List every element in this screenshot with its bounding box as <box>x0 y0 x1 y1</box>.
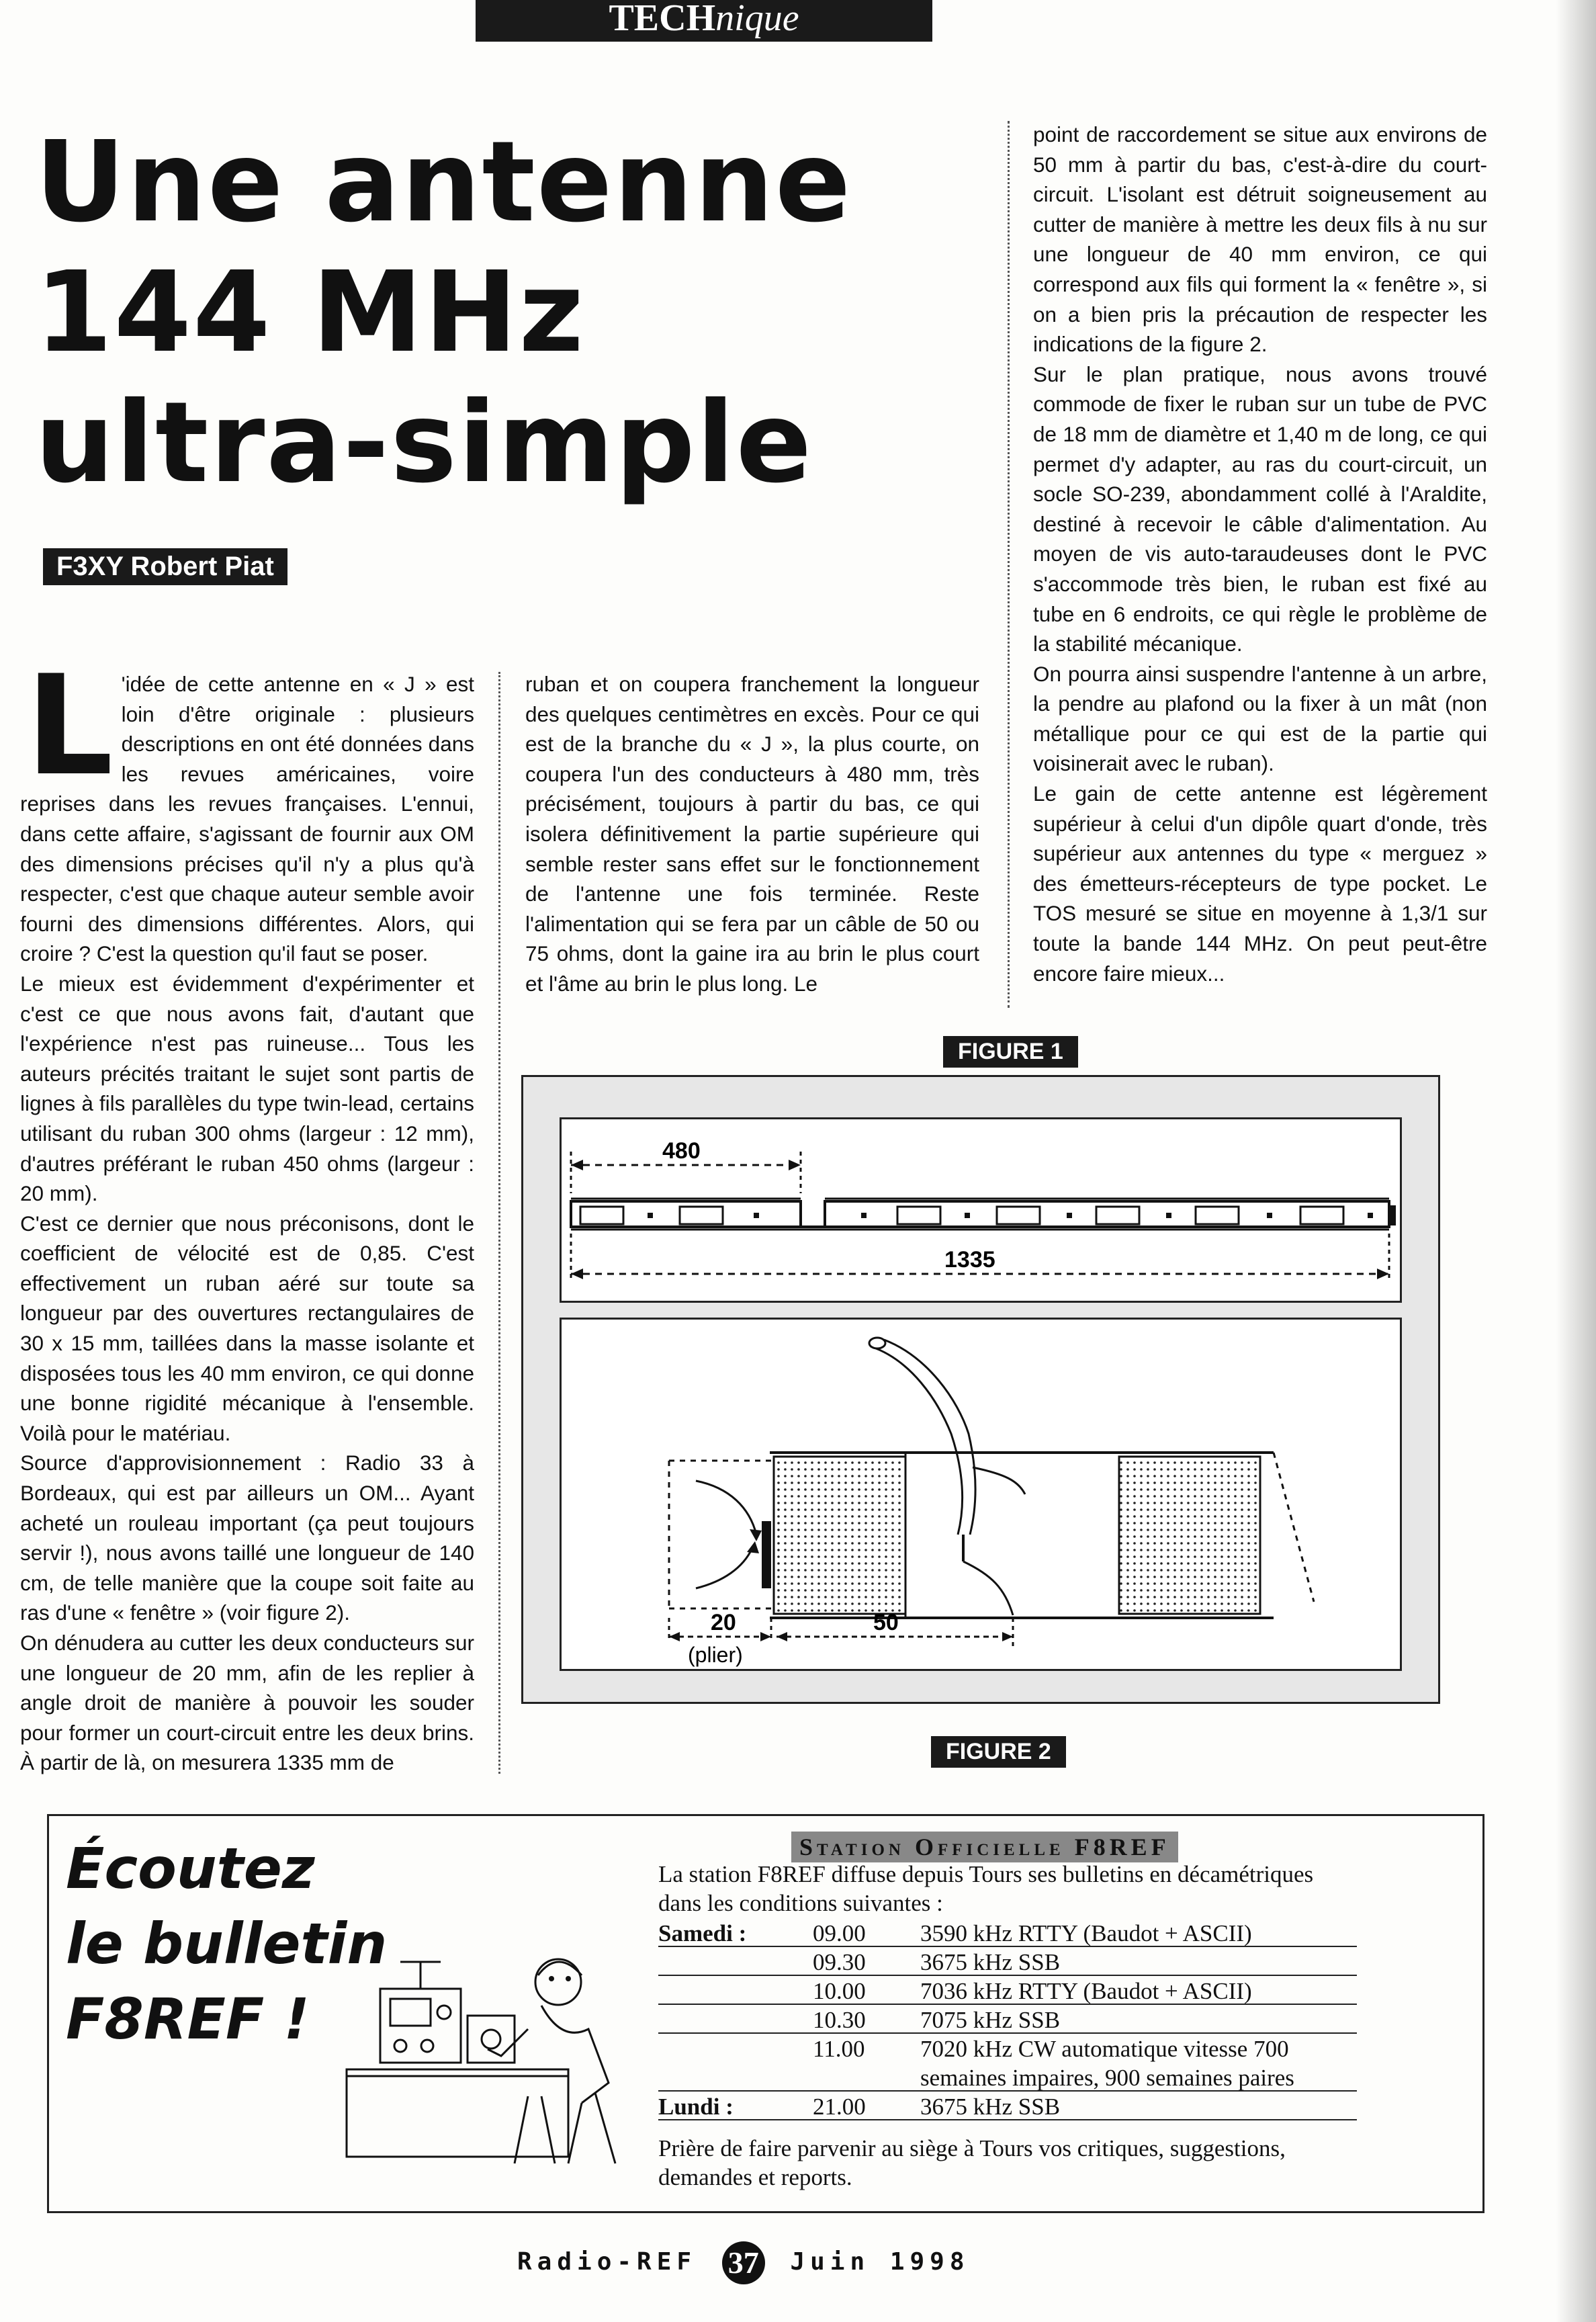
schedule-time: 09.30 <box>813 1949 866 1975</box>
section-banner <box>476 0 932 42</box>
schedule-time: 10.00 <box>813 1978 866 2004</box>
paragraph: 'idée de cette antenne en « J » est loin d'être originale : plusieurs descriptions en ont été données dans les revues américaines, voire reprises dans les revues françaises. L'ennui, dans cette affaire, s'agissant de fournir aux OM des dimensions précises qu'il n'y a plus qu'à respecter, c'est que chaque auteur semble avoir fourni des dimensions différentes. Alors, qui croire ? C'est la question qu'il faut se poser. <box>20 672 474 966</box>
title-line-1: Une antenne <box>35 118 852 247</box>
article-column-2 <box>525 669 979 999</box>
column-divider-1 <box>498 672 500 1774</box>
bulletin-closing <box>658 2134 1411 2192</box>
schedule-rule <box>658 2004 1357 2005</box>
figure-2-drawing <box>562 1320 1400 1669</box>
ad-headline-line: F8REF ! <box>66 1986 310 2052</box>
schedule-time: 09.00 <box>813 1920 866 1946</box>
schedule-info: 7036 kHz RTTY (Baudot + ASCII) <box>920 1978 1252 2004</box>
article-column-3 <box>1033 120 1487 988</box>
paragraph: On dénudera au cutter les deux conducteurs sur une longueur de 20 mm, afin de les replier à angle droit de manière à pouvoir les souder pour former un court-circuit entre les deux brins. À partir de là, on mesurera 1335 mm de <box>20 1631 474 1775</box>
article-column-1 <box>20 646 474 1778</box>
schedule-row <box>658 2063 1364 2092</box>
radio-operator-illustration <box>326 1948 642 2177</box>
schedule-info: 3675 kHz SSB <box>920 1949 1061 1975</box>
paragraph: On pourra ainsi suspendre l'antenne à un arbre, la pendre au plafond ou la fixer à un mât (non métallique pour ce qui est de la partie qui voisinerait avec le ruban). <box>1033 661 1487 776</box>
schedule-info: 3590 kHz RTTY (Baudot + ASCII) <box>920 1920 1252 1946</box>
section-nique: nique <box>715 0 799 39</box>
schedule-time: 11.00 <box>813 2036 865 2062</box>
bulletin-schedule <box>658 1919 1411 2134</box>
dim-480: 480 <box>662 1138 701 1164</box>
footer-date: Juin 1998 <box>790 2248 970 2276</box>
drop-cap: L <box>26 646 114 806</box>
schedule-time: 10.30 <box>813 2007 866 2033</box>
schedule-info: 7075 kHz SSB <box>920 2007 1061 2033</box>
figure-1-drawing <box>562 1119 1400 1301</box>
intro-line: dans les conditions suivantes : <box>658 1890 943 1916</box>
title-line-2: 144 MHz <box>35 248 586 378</box>
dim-1335: 1335 <box>944 1247 995 1273</box>
section-tech: TECH <box>609 0 716 39</box>
dim-20-note: (plier) <box>688 1643 743 1667</box>
figure-1-diagram <box>560 1117 1402 1303</box>
schedule-info: semaines impaires, 900 semaines paires <box>920 2065 1294 2091</box>
station-banner: Station Officielle F8REF <box>791 1832 1178 1862</box>
schedule-rule <box>658 1946 1357 1947</box>
schedule-rule <box>658 2032 1357 2034</box>
paragraph: Le gain de cette antenne est légèrement supérieur à celui d'un dipôle quart d'onde, très supérieur aux antennes du type « merguez » des émetteurs-récepteurs de type pocket. Le TOS mesuré se situe en moyenne à 1,3/1 sur toute la bande 144 MHz. On peut peut-être encore faire mieux... <box>1033 781 1487 986</box>
scan-edge-shadow <box>1556 0 1596 2322</box>
schedule-info: 7020 kHz CW automatique vitesse 700 <box>920 2036 1289 2062</box>
schedule-row <box>658 1948 1364 1977</box>
schedule-row <box>658 2092 1364 2121</box>
column-divider-2 <box>1008 121 1010 1008</box>
closing-line: Prière de faire parvenir au siège à Tours vos critiques, suggestions, <box>658 2135 1286 2161</box>
dim-20: 20 <box>711 1610 736 1635</box>
schedule-rule <box>658 1975 1357 1976</box>
figure-2-label: FIGURE 2 <box>931 1736 1066 1768</box>
schedule-row <box>658 2034 1364 2063</box>
paragraph: C'est ce dernier que nous préconisons, dont le coefficient de vélocité est de 0,85. C'est effectivement un ruban aéré sur toute sa longueur par des ouvertures rectangulaires de 30 x 15 mm, taillées dans la masse isolante et disposées tous les 40 mm environ, ce qui donne une bonne rigidité mécanique à l'ensemble. Voilà pour le matériau. <box>20 1211 474 1445</box>
figure-frame <box>521 1075 1440 1704</box>
author-byline: F3XY Robert Piat <box>43 548 287 585</box>
figure-1-label: FIGURE 1 <box>943 1036 1078 1068</box>
schedule-day: Samedi : <box>658 1920 747 1946</box>
article-title <box>35 118 989 509</box>
schedule-info: 3675 kHz SSB <box>920 2094 1061 2120</box>
figure-2-diagram <box>560 1318 1402 1671</box>
footer-magazine: Radio-REF <box>517 2248 697 2276</box>
schedule-row <box>658 2006 1364 2034</box>
schedule-rule <box>658 2090 1357 2092</box>
page-footer <box>517 2241 970 2284</box>
schedule-day: Lundi : <box>658 2094 734 2120</box>
page-number: 37 <box>722 2241 765 2284</box>
ad-headline-line: le bulletin <box>66 1911 388 1977</box>
paragraph: Source d'approvisionnement : Radio 33 à Bordeaux, qui est par ailleurs un OM... Ayant acheté un rouleau important (ça peut toujours servir !), nous avons taillé une longueur de 140 cm, de telle manière que la coupe soit faite au ras d'une « fenêtre » (voir figure 2). <box>20 1451 474 1625</box>
paragraph: Sur le plan pratique, nous avons trouvé commode de fixer le ruban sur un tube de PVC de 18 mm de diamètre et 1,40 m de long, ce qui permet d'y adapter, au ras du court-circuit, un socle SO-239, abondamment collé à l'Araldite, destiné à recevoir le câble d'alimentation. Au moyen de vis auto-taraudeuses dont le PVC s'accommode très bien, le ruban est fixé au tube en 6 endroits, ce qui règle le problème de la stabilité mécanique. <box>1033 361 1487 656</box>
schedule-row <box>658 1977 1364 2006</box>
dim-50: 50 <box>873 1610 899 1635</box>
bulletin-intro <box>658 1860 1411 1918</box>
schedule-row <box>658 1919 1364 1948</box>
schedule-time: 21.00 <box>813 2094 866 2120</box>
paragraph: point de raccordement se situe aux environs de 50 mm à partir du bas, c'est-à-dire du court-circuit. L'isolant est détruit soigneusement au cutter de manière à mettre les deux fils à nu sur une longueur de 40 mm environ, ce qui correspond aux fils qui forment la « fenêtre », si on a bien pris la précaution de respecter les indications de la figure 2. <box>1033 122 1487 357</box>
closing-line: demandes et reports. <box>658 2164 852 2190</box>
schedule-rule <box>658 2119 1357 2120</box>
title-line-3: ultra-simple <box>35 378 813 508</box>
paragraph: Le mieux est évidemment d'expérimenter et c'est ce que nous avons fait, d'autant que l'expérience n'est pas ruineuse... Tous les auteurs précités traitant le sujet sont partis de lignes à fils parallèles du type twin-lead, certains utilisant du ruban 300 ohms (largeur : 12 mm), d'autres préférant le ruban 450 ohms (largeur : 20 mm). <box>20 971 474 1206</box>
ad-headline-line: Écoutez <box>66 1836 315 1901</box>
paragraph: ruban et on coupera franchement la longueur des quelques centimètres en excès. Pour ce qui est de la branche du « J », la plus courte, on coupera l'un des conducteurs à 480 mm, très précisément, toujours à partir du bas, ce qui isolera définitivement la partie supérieure qui semble rester sans effet sur le fonctionnement de l'antenne une fois terminée. Reste l'alimentation qui se fera par un câble de 50 ou 75 ohms, dont la gaine ira au brin le plus court et l'âme au brin le plus long. Le <box>525 672 979 996</box>
intro-line: La station F8REF diffuse depuis Tours ses bulletins en décamétriques <box>658 1861 1314 1887</box>
